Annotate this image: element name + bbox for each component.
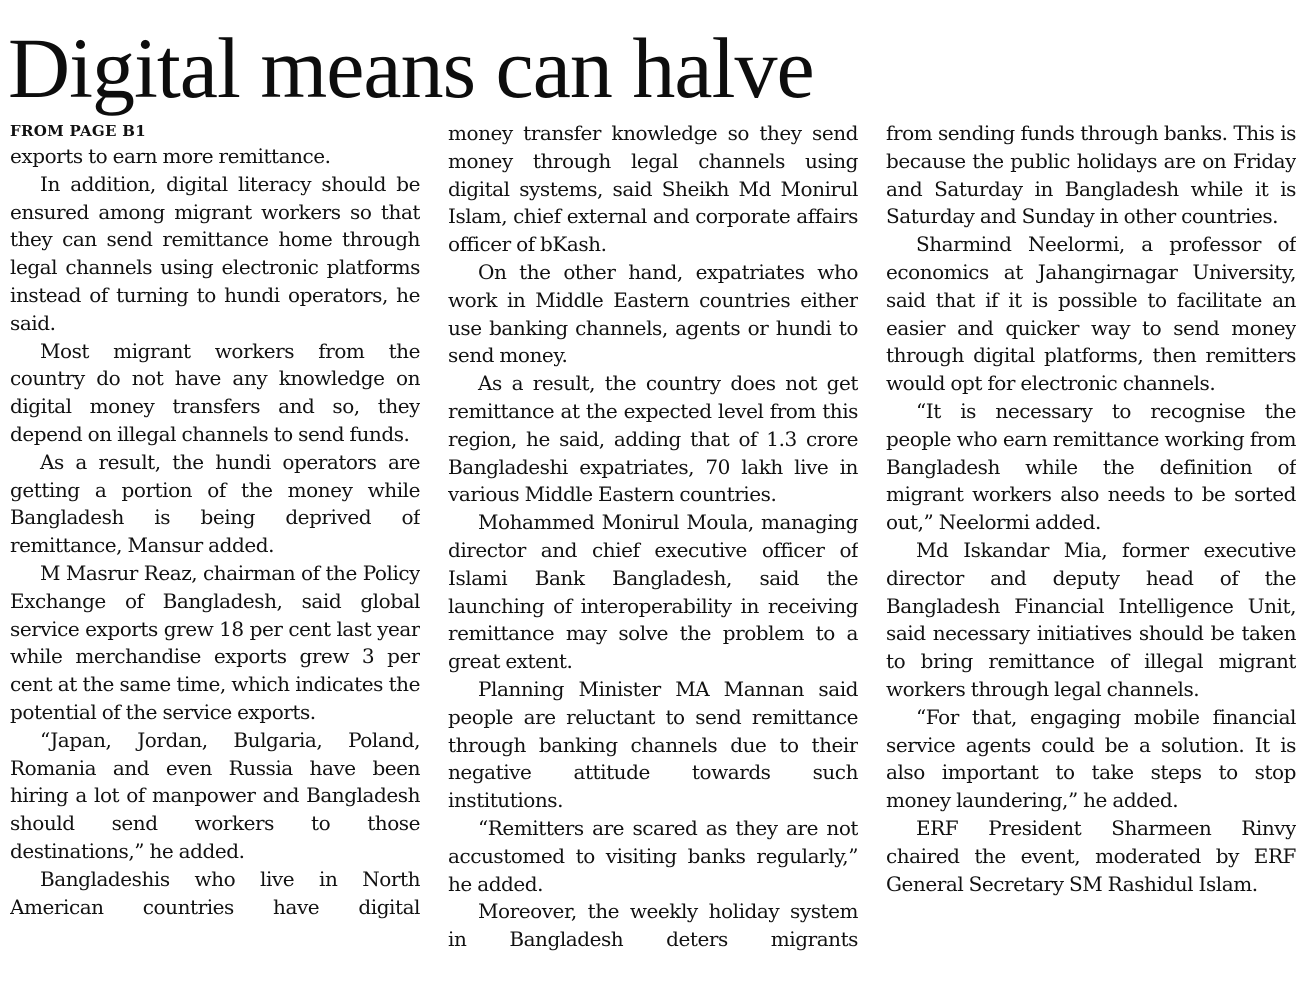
jump-label: FROM PAGE B1 xyxy=(10,122,147,140)
paragraph: “It is necessary to recognise the people who earn remittance working from Bangladesh while the definition of migrant workers also needs to be sorted out,” Neelormi added. xyxy=(886,398,1296,535)
paragraph: In addition, digital literacy should be ensured among migrant workers so that they can send remittance home through legal channels using electronic platforms instead of turning to hundi operators, he said. xyxy=(10,171,420,335)
paragraph: Most migrant workers from the country do not have any knowledge on digital money transfers and so, they depend on illegal channels to send funds. xyxy=(10,338,420,446)
headline: Digital means can halve xyxy=(8,20,814,116)
paragraph: exports to earn more remittance. xyxy=(10,144,331,168)
article-column-3 xyxy=(886,120,1296,990)
paragraph: As a result, the country does not get remittance at the expected level from this region, he said, adding that of 1.3 crore Bangladeshi expatriates, 70 lakh live in various Middle Eastern countries. xyxy=(448,371,858,507)
paragraph: Mohammed Monirul Moula, managing director and chief executive officer of Islami Bank Bangladesh, said the launching of interoperability in receiving remittance may solve the problem to a great extent. xyxy=(448,510,858,674)
paragraph: As a result, the hundi operators are getting a portion of the money while Bangladesh is being deprived of remittance, Mansur added. xyxy=(10,449,420,558)
paragraph: Bangladeshis who live in North American countries have digital xyxy=(10,866,420,919)
paragraph: On the other hand, expatriates who work in Middle Eastern countries either use banking channels, agents or hundi to send money. xyxy=(448,259,858,368)
paragraph: “For that, engaging mobile financial service agents could be a solution. It is also important to take steps to stop money laundering,” he added. xyxy=(886,704,1296,813)
paragraph: Sharmind Neelormi, a professor of economics at Jahangirnagar University, said that if it is possible to facilitate an easier and quicker way to send money through digital platforms, then remitters would opt for electronic channels. xyxy=(886,232,1296,396)
paragraph: Moreover, the weekly holiday system in Bangladesh deters migrants xyxy=(448,899,858,952)
paragraph: M Masrur Reaz, chairman of the Policy Exchange of Bangladesh, said global service exports grew 18 per cent last year while merchandise exports grew 3 per cent at the same time, which indicates the potential of the service exports. xyxy=(10,560,420,724)
article-column-2 xyxy=(448,120,858,990)
paragraph: Md Iskandar Mia, former executive director and deputy head of the Bangladesh Financial Intelligence Unit, said necessary initiatives should be taken to bring remittance of illegal migrant workers through legal channels. xyxy=(886,537,1296,701)
article-column-1 xyxy=(10,120,420,990)
paragraph: ERF President Sharmeen Rinvy chaired the event, moderated by ERF General Secretary SM Rashidul Islam. xyxy=(886,815,1296,896)
paragraph: “Japan, Jordan, Bulgaria, Poland, Romania and even Russia have been hiring a lot of manpower and Bangladesh should send workers to those destinations,” he added. xyxy=(10,727,420,863)
paragraph: “Remitters are scared as they are not accustomed to visiting banks regularly,” he added. xyxy=(448,815,858,896)
paragraph: Planning Minister MA Mannan said people are reluctant to send remittance through banking channels due to their negative attitude towards such institutions. xyxy=(448,676,858,813)
paragraph: money transfer knowledge so they send money through legal channels using digital systems, said Sheikh Md Monirul Islam, chief external and corporate affairs officer of bKash. xyxy=(448,121,858,257)
paragraph: from sending funds through banks. This is because the public holidays are on Friday and Saturday in Bangladesh while it is Saturday and Sunday in other countries. xyxy=(886,121,1296,229)
